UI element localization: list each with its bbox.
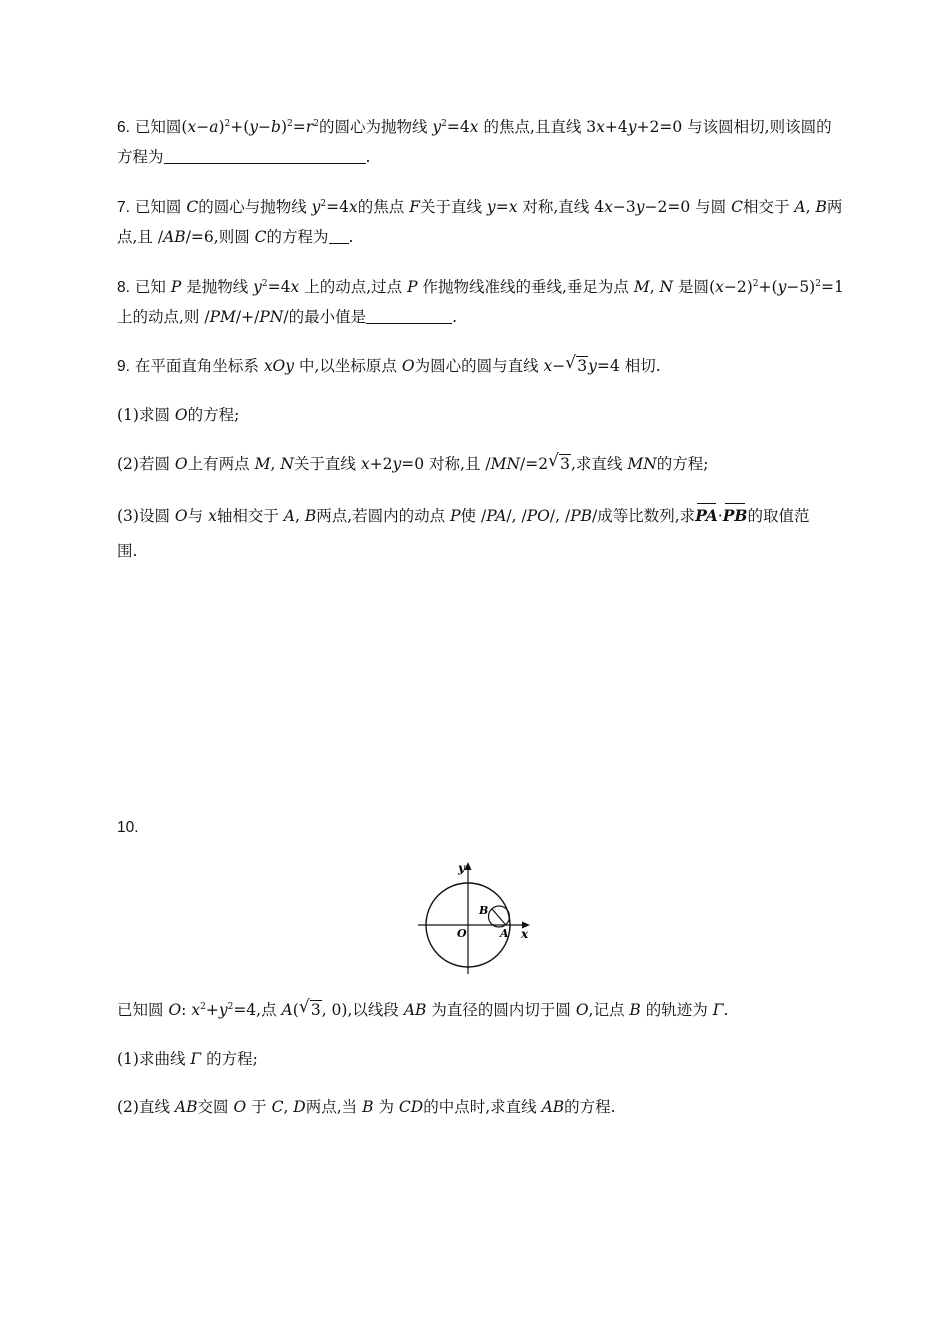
q9-text: (1)求圆 xyxy=(117,406,170,424)
q6-text: 的圆心为抛物线 xyxy=(318,118,428,136)
x-label: x xyxy=(521,927,529,941)
q9-part1: (1)求圆 O的方程; xyxy=(117,406,240,424)
q9-text: (3)设圆 xyxy=(117,507,170,525)
q7-text: 关于直线 xyxy=(419,198,482,216)
q7-line2: 点,且 /AB/=6,则圆 C的方程为 . xyxy=(117,228,354,246)
q9-text: 为圆心的圆与直线 xyxy=(414,357,539,375)
q9-part2: (2)若圆 O上有两点 M, N关于直线 x+2y=0 对称,且 /MN/=2 √ 3,求直线 MN的方程; xyxy=(117,451,709,473)
y-axis-arrow xyxy=(465,862,472,870)
sqrt-3: √ 3 xyxy=(548,451,570,473)
q7-text: . xyxy=(348,228,354,246)
q9-part3-cont xyxy=(117,541,137,561)
q8-text: 是圆 xyxy=(678,278,710,296)
q10-text: 的轨迹为 xyxy=(645,1001,708,1019)
q10-text: 于 xyxy=(251,1098,267,1116)
q9-text: 成等比数列,求 xyxy=(597,507,696,525)
q7-text: 相交于 xyxy=(742,198,790,216)
q9-text: 关于直线 xyxy=(293,455,356,473)
answer-blank xyxy=(329,229,349,244)
q9-stem: 9. 在平面直角坐标系 xOy 中,以坐标原点 O为圆心的圆与直线 x− √ 3y=4 相切. xyxy=(117,353,661,375)
q7-text: 的圆心与抛物线 xyxy=(198,198,307,216)
sqrt-3: √ 3 xyxy=(565,353,588,375)
q10-text: 两点,当 xyxy=(305,1098,358,1116)
q8-text: 上的动点,则 xyxy=(117,308,200,326)
q9-text: 相切. xyxy=(624,357,661,375)
answer-blank xyxy=(164,149,366,164)
q6-line2 xyxy=(117,147,370,167)
q10-text: 的中点时,求直线 xyxy=(423,1098,537,1116)
q6-text: 与该圆相切,则该圆的 xyxy=(687,118,832,136)
q8-text: 上的动点,过点 xyxy=(304,278,403,296)
q10-number: 10. xyxy=(117,819,139,836)
q8-text: 是抛物线 xyxy=(186,278,249,296)
q9-part3: (3)设圆 O与 x轴相交于 A, B两点,若圆内的动点 P使 /PA/, /PO/, /PB/成等比数列,求PA·PB的取值范 xyxy=(117,506,810,525)
q10-text: 交圆 xyxy=(197,1098,229,1116)
q9-text: 在平面直角坐标系 xyxy=(129,357,259,375)
q7-text: 的焦点 xyxy=(357,198,405,216)
q10-stem: 已知圆 O: $x^2+y^2=4$,点 A( √ 3, 0),以线段 AB 为直径的圆内切于圆 O,记点 B 的轨迹为 Γ. xyxy=(117,997,729,1019)
q9-text: 围. xyxy=(117,542,138,560)
q10-text: 为直径的圆内切于圆 xyxy=(431,1001,571,1019)
q10-text: (2)直线 xyxy=(117,1098,170,1116)
circle-figure xyxy=(412,854,537,978)
q9-text: 使 xyxy=(460,507,477,525)
q9-text: 上有两点 xyxy=(187,455,250,473)
segment-ab xyxy=(492,909,505,924)
q6-number: 6. xyxy=(117,119,130,136)
q6-text: 方程为 xyxy=(117,148,164,166)
q10-part1: (1)求曲线 Γ 的方程; xyxy=(117,1050,258,1068)
q9-text: 的方程; xyxy=(656,455,709,473)
q9-text: 中,以坐标原点 xyxy=(298,357,397,375)
point-a-label: A xyxy=(500,927,509,940)
q9-text: 轴相交于 xyxy=(216,507,279,525)
q10-text: ,点 xyxy=(256,1001,277,1019)
q9-number: 9. xyxy=(117,358,130,375)
q9-text: 的取值范 xyxy=(747,507,810,525)
q7-text: 两 xyxy=(826,198,843,216)
q9-text: 与 xyxy=(187,507,204,525)
q10-text: ,记点 xyxy=(588,1001,625,1019)
q7-line1: 7. 已知圆 C的圆心与抛物线 $y^2=4x$的焦点 F关于直线 y=x 对称,直线 4x−3y−2=0 与圆 C相交于 A, B两 xyxy=(117,198,843,216)
q7-number: 7. xyxy=(117,199,130,216)
q9-text: 对称,且 xyxy=(428,455,481,473)
q9-text: 的方程; xyxy=(187,406,240,424)
q8-text: 已知 xyxy=(129,278,166,296)
q9-text: ,求直线 xyxy=(570,455,623,473)
q9-text: (2)若圆 xyxy=(117,455,170,473)
q8-text: 的最小值是 xyxy=(288,308,367,326)
q10-text: 的方程. xyxy=(564,1098,616,1116)
origin-label: O xyxy=(457,927,467,940)
q7-text: 对称,直线 xyxy=(522,198,590,216)
q6-text: . xyxy=(365,148,371,166)
q7-text: ,则圆 xyxy=(213,228,250,246)
q10-text: 已知圆 xyxy=(117,1001,164,1019)
q10-text: (1)求曲线 xyxy=(117,1050,186,1068)
q8-line1: 8. 已知 P 是抛物线 $y^2=4x$ 上的动点,过点 P 作抛物线准线的垂线,垂足为点 M, N 是圆$(x-2)^2+(y-5)^2=1$ xyxy=(117,278,844,296)
q7-text: 与圆 xyxy=(695,198,727,216)
q10-part2: (2)直线 AB交圆 O 于 C, D两点,当 B 为 CD的中点时,求直线 AB的方程. xyxy=(117,1098,616,1116)
q7-text: 已知圆 xyxy=(129,198,182,216)
q10-text: 的方程; xyxy=(206,1050,258,1068)
q6-line1: 6. 已知圆$(x-a)^2+(y-b)^2=r^2$的圆心为抛物线 $y^2=4x$ 的焦点,且直线 3x+4y+2=0 与该圆相切,则该圆的 xyxy=(117,118,832,136)
q8-text: 作抛物线准线的垂线,垂足为点 xyxy=(422,278,629,296)
q6-text: 已知圆 xyxy=(129,118,182,136)
q6-text: 的焦点,且直线 xyxy=(483,118,582,136)
q10-text: 为 xyxy=(378,1098,394,1116)
answer-blank xyxy=(366,309,452,324)
q8-text: . xyxy=(452,308,458,326)
point-b-label: B xyxy=(479,904,489,917)
q7-text: 点,且 xyxy=(117,228,153,246)
q10-text: ,以线段 xyxy=(347,1001,399,1019)
q8-line2: 上的动点,则 /PM/+/PN/的最小值是 . xyxy=(117,308,458,326)
y-label: y xyxy=(458,861,465,875)
q8-number: 8. xyxy=(117,279,130,296)
q7-text: 的方程为 xyxy=(266,228,329,246)
sqrt-3: √ 3 xyxy=(298,997,321,1019)
q9-text: 两点,若圆内的动点 xyxy=(316,507,446,525)
q10-number-line xyxy=(117,817,139,838)
